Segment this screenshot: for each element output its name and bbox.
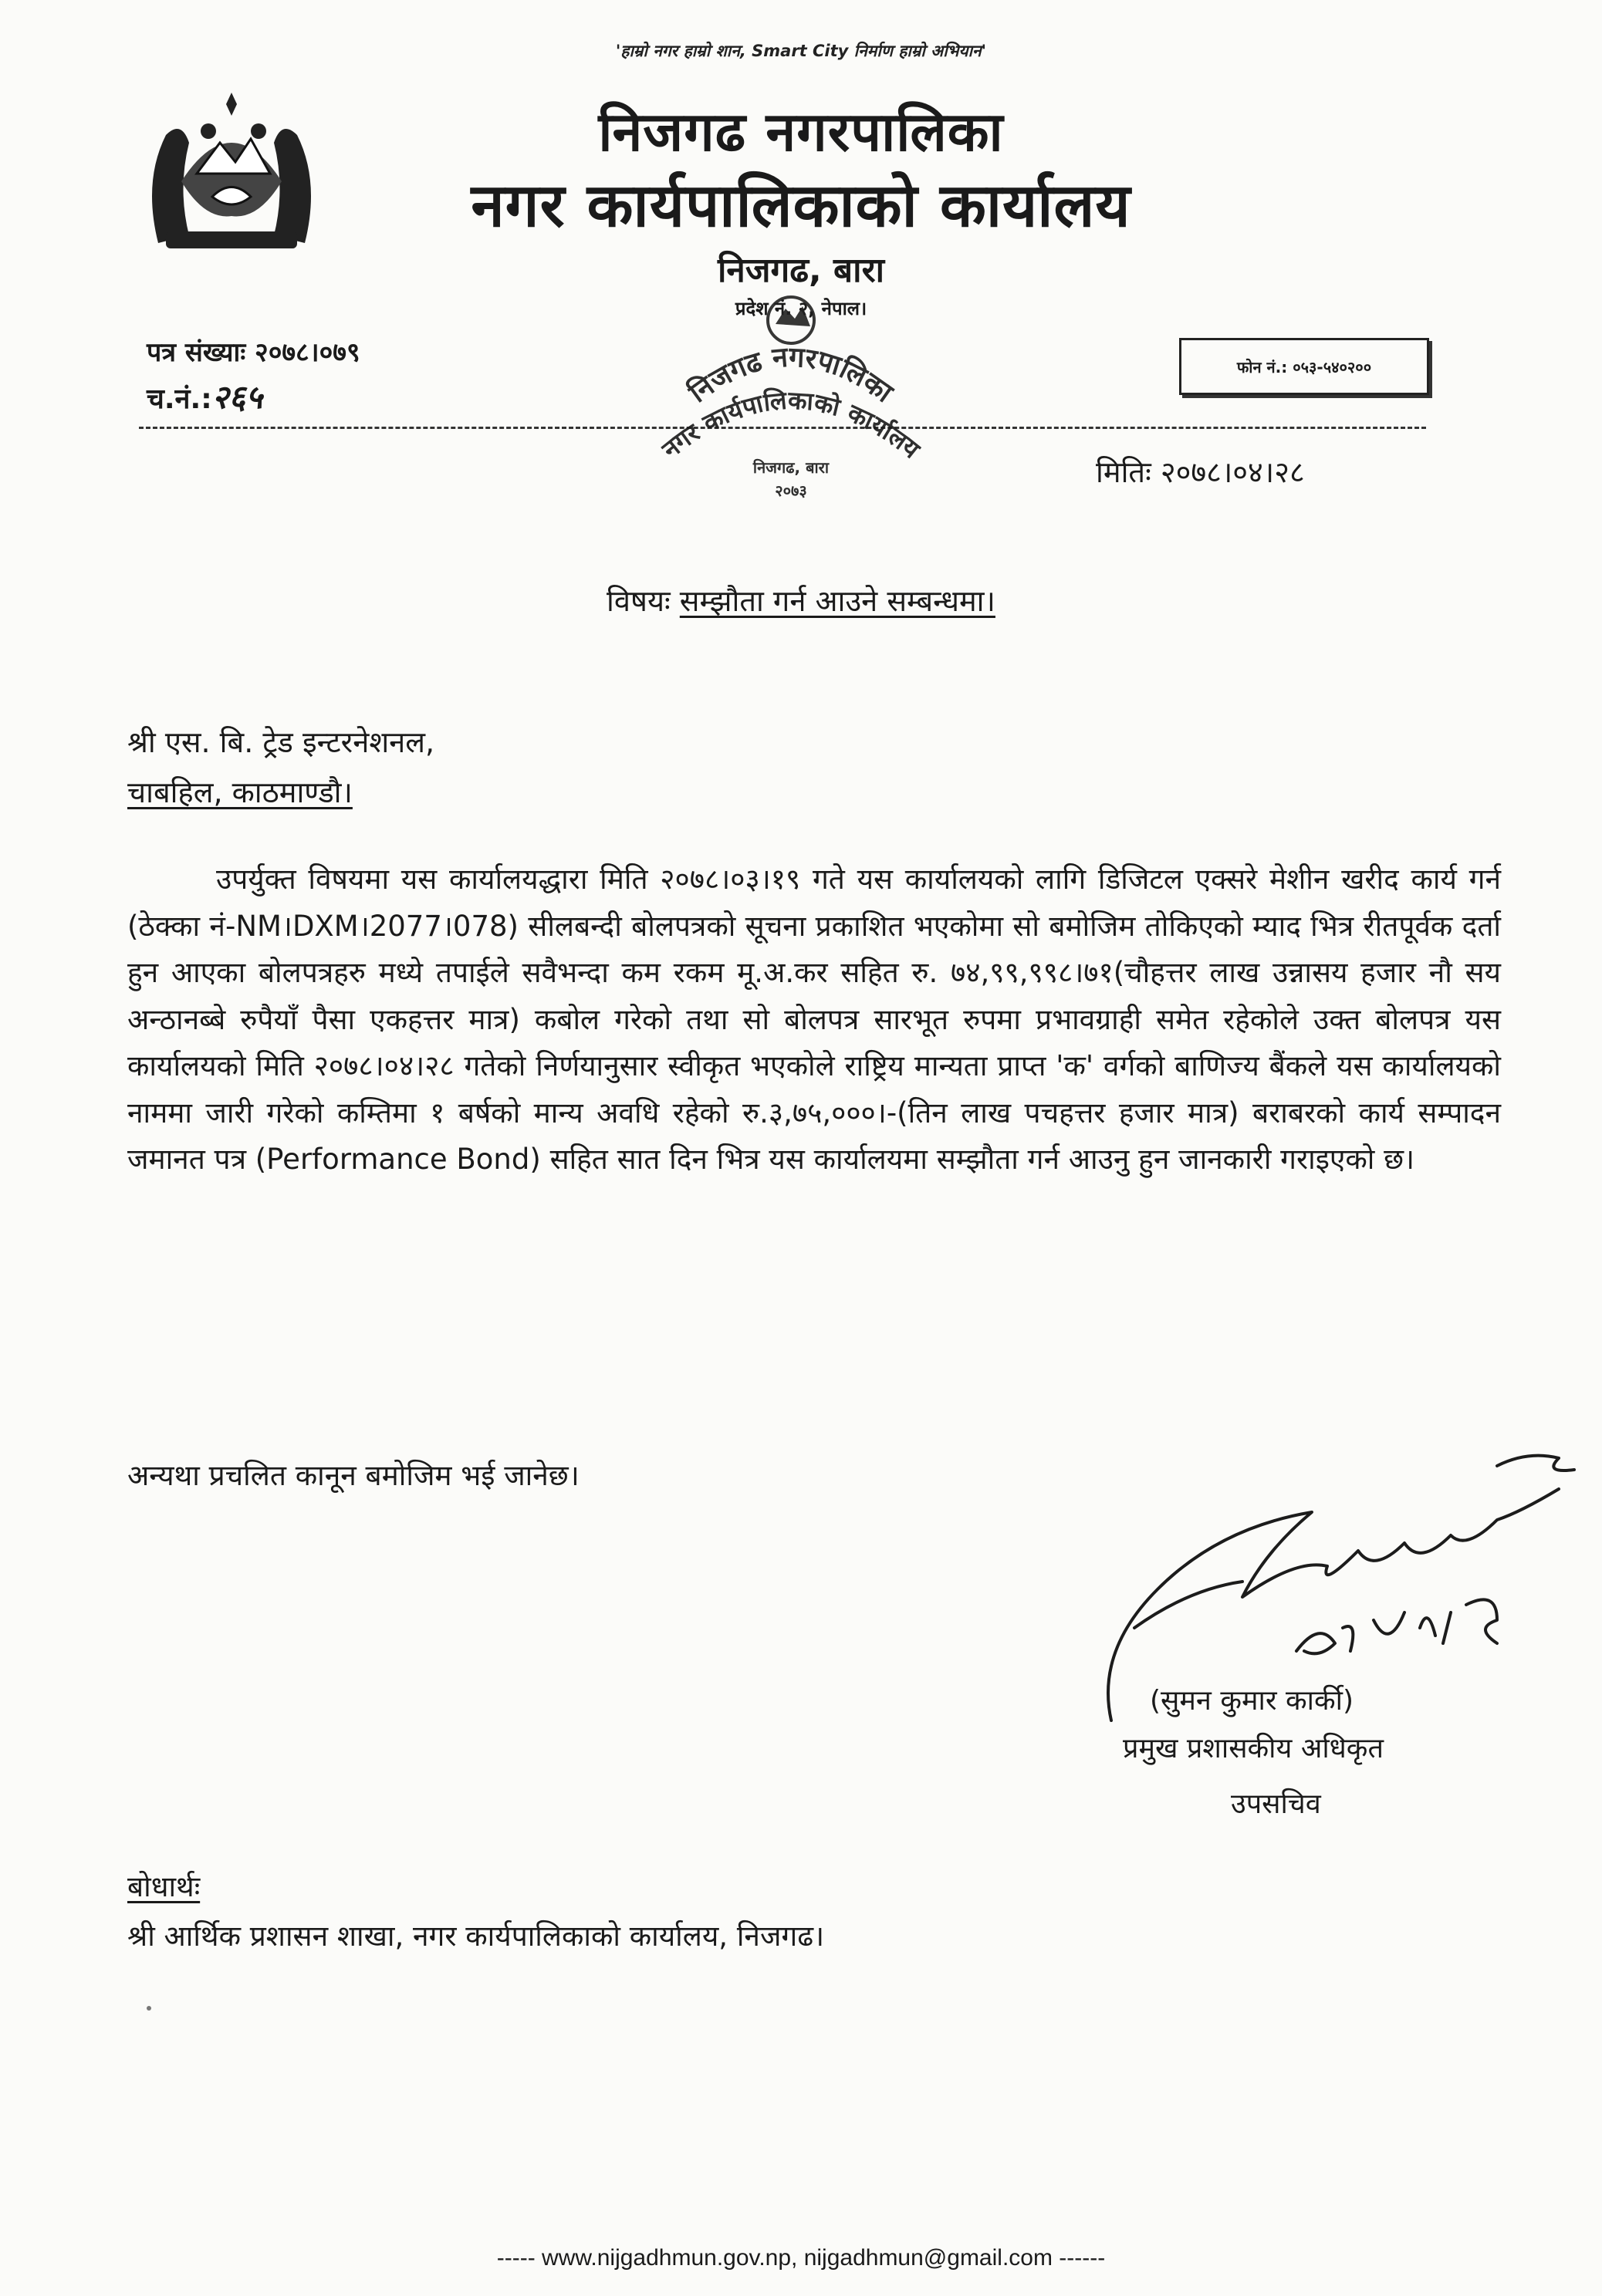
dispatch-number-value: २६५ <box>211 378 263 416</box>
signatory-title: प्रमुख प्रशासकीय अधिकृत <box>1123 1733 1384 1764</box>
municipality-name: निजगढ नगरपालिका <box>598 100 1004 164</box>
letter-body: उपर्युक्त विषयमा यस कार्यालयद्धारा मिति २०७८।०३।१९ गते यस कार्यालयको लागि डिजिटल एक्सरे मेशीन खरीद कार्य गर्न (ठेक्का नं-NM।DXM।2077।078) सीलबन्दी बोलपत्रको सूचना प्रकाशित भएकोमा सो बमोजिम तोकिएको म्याद भित्र रीतपूर्वक दर्ता हुन आएका बोलपत्रहरु मध्ये तपाईले सवैभन्दा कम रकम मू.अ.कर सहित रु. ७४,९९,९९८।७१(चौहत्तर लाख उन्नासय हजार नौ सय अन्ठानब्बे रुपैयाँ पैसा एकहत्तर मात्र) कबोल गरेको तथा सो बोलपत्र सारभूत रुपमा प्रभावग्राही समेत रहेकोले उक्त बोलपत्र यस कार्यालयको मिति २०७८।०४।२८ गतेको निर्णयानुसार स्वीकृत भएकोले राष्ट्रिय मान्यता प्राप्त 'क' वर्गको बाणिज्य बैंकले यस कार्यालयको नाममा जारी गरेको कम्तिमा १ बर्षको मान्य अवधि रहेको रु.३,७५,०००।-(तिन लाख पचहत्तर हजार मात्र) बराबरको कार्य सम्पादन जमानत पत्र (Performance Bond) सहित सात दिन भित्र यस कार्यालयमा सम्झौता गर्न आउनु हुन जानकारी गराइएको छ। <box>127 863 1501 1176</box>
dispatch-number-label: च.नं.: <box>147 383 212 415</box>
cc-recipient: श्री आर्थिक प्रशासन शाखा, नगर कार्यपालिकाको कार्यालय, निजगढ। <box>127 1920 825 1953</box>
phone-number: फोन नं.: ०५३-५४०२०० <box>1236 357 1372 376</box>
subject-text: सम्झौता गर्न आउने सम्बन्धमा। <box>679 584 995 618</box>
phone-box <box>1179 338 1429 395</box>
subject-label: विषयः <box>607 584 671 618</box>
recipient-address: चाबहिल, काठमाण्डौ। <box>127 775 353 809</box>
stamp-year: २०७३ <box>775 481 807 500</box>
signatory-name: (सुमन कुमार कार्की) <box>1150 1685 1354 1717</box>
letter-number: पत्र संख्याः २०७८।०७९ <box>147 337 360 368</box>
stamp-place: निजगढ, बारा <box>752 458 830 477</box>
letter-date: मितिः २०७८।०४।२८ <box>1096 455 1305 489</box>
office-stamp <box>648 266 934 513</box>
stamp-top-text: निजगढ नगरपालिका <box>683 341 899 410</box>
province-line: प्रदेश नं. २, नेपाल। <box>735 298 867 319</box>
office-location: निजगढ, बारा <box>718 251 884 290</box>
closing-line: अन्यथा प्रचलित कानून बमोजिम भई जानेछ। <box>127 1459 580 1492</box>
recipient-name: श्री एस. बि. ट्रेड इन्टरनेशनल, <box>127 725 435 759</box>
signatory-rank: उपसचिव <box>1231 1788 1321 1820</box>
stray-mark <box>147 2006 151 2011</box>
dispatch-number <box>147 374 262 418</box>
footer-contact: ----- www.nijgadhmun.gov.np, nijgadhmun@gmail.com ------ <box>496 2245 1106 2271</box>
stamp-bottom-text: नगर कार्यपालिकाको कार्यालय <box>656 385 926 464</box>
subject-line <box>0 580 1602 620</box>
slogan: 'हाम्रो नगर हाम्रो शान, Smart City निर्माण हाम्रो अभियान' <box>615 42 987 60</box>
cc-label: बोधार्थः <box>127 1870 201 1903</box>
office-name: नगर कार्यपालिकाको कार्यालय <box>471 171 1131 241</box>
